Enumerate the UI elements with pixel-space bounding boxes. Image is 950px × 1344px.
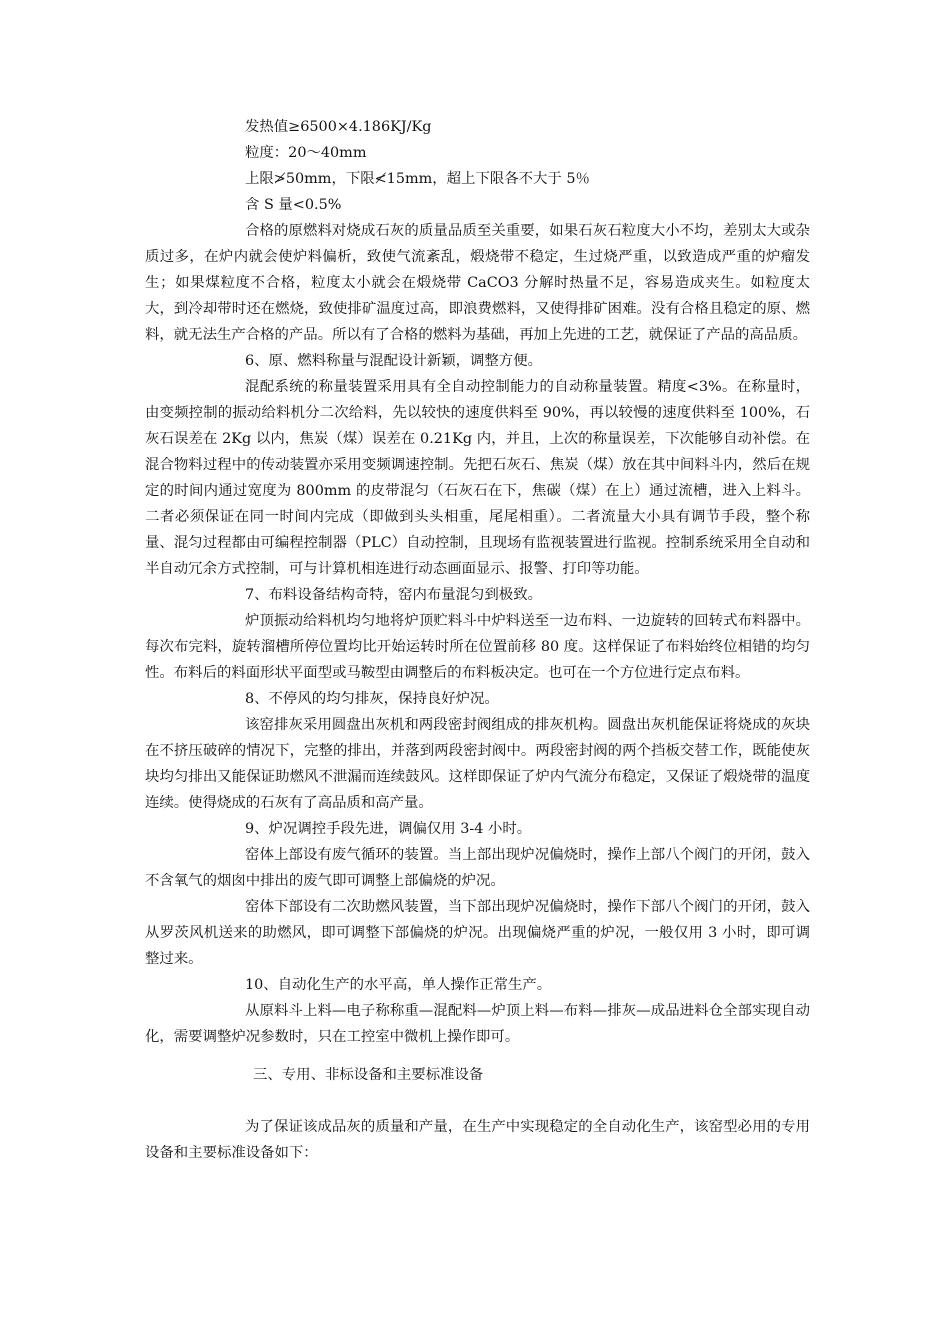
spec-particle-size: 粒度：20～40mm <box>245 145 367 161</box>
document-body <box>145 114 810 1166</box>
spec-size-limits: 上限≯50mm，下限≮15mm，超上下限各不大于 5％ <box>245 171 590 187</box>
heading-item-9: 9、炉况调控手段先进，调偏仅用 3-4 小时。 <box>245 821 532 837</box>
heading-item-8: 8、不停风的均匀排灰，保持良好炉况。 <box>245 691 499 707</box>
paragraph-lower-adjustment: 窑体下部设有二次助燃风装置，当下部出现炉况偏烧时，操作下部八个阀门的开闭，鼓入从罗茨风机送来的助燃风，即可调整下部偏烧的炉况。出现偏烧严重的炉况，一般仅用 3 小时，即可调整过来。 <box>145 899 810 967</box>
paragraph-ash-discharge: 该窑排灰采用圆盘出灰机和两段密封阀组成的排灰机构。圆盘出灰机能保证将烧成的灰块在不挤压破碎的情况下，完整的排出，并落到两段密封阀中。两段密封阀的两个挡板交替工作，既能使灰块均匀排出又能保证助燃风不泄漏而连续鼓风。这样即保证了炉内气流分布稳定，又保证了煅烧带的温度连续。使得烧成的石灰有了高品质和高产量。 <box>145 717 810 811</box>
paragraph-equipment-intro: 为了保证该成品灰的质量和产量，在生产中实现稳定的全自动化生产，该窑型必用的专用设备和主要标准设备如下： <box>145 1119 810 1161</box>
section-heading-3: 三、专用、非标设备和主要标准设备 <box>253 1067 484 1083</box>
paragraph-automation: 从原料斗上料—电子称称重—混配料—炉顶上料—布料—排灰—成品进料仓全部实现自动化，需要调整炉况参数时，只在工控室中微机上操作即可。 <box>145 1003 810 1045</box>
paragraph-upper-adjustment: 窑体上部设有废气循环的装置。当上部出现炉况偏烧时，操作上部八个阀门的开闭，鼓入不含氧气的烟囱中排出的废气即可调整上部偏烧的炉况。 <box>145 847 810 889</box>
spec-heat-value: 发热值≥6500×4.186KJ/Kg <box>245 119 432 135</box>
heading-item-10: 10、自动化生产的水平高，单人操作正常生产。 <box>245 977 552 993</box>
paragraph-raw-material-quality: 合格的原燃料对烧成石灰的质量品质至关重要，如果石灰石粒度大小不均，差别太大或杂质过多，在炉内就会使炉料偏析，致使气流紊乱，煅烧带不稳定，生过烧严重，以致造成严重的炉瘤发生；如果煤粒度不合格，粒度太小就会在煅烧带 CaCO3 分解时热量不足，容易造成夹生。如粒度太大，到冷却带时还在燃烧，致使排矿温度过高，即浪费燃料，又使得排矿困难。没有合格且稳定的原、燃料，就无法生产合格的产品。所以有了合格的燃料为基础，再加上先进的工艺，就保证了产品的高品质。 <box>145 223 810 343</box>
spec-sulfur-content: 含 S 量<0.5% <box>245 197 342 213</box>
paragraph-distribution-equipment: 炉顶振动给料机均匀地将炉顶贮料斗中炉料送至一边布料、一边旋转的回转式布料器中。每次布完料，旋转溜槽所停位置均比开始运转时所在位置前移 80 度。这样保证了布料始终位相错的均匀性。布料后的料面形状平面型或马鞍型由调整后的布料板决定。也可在一个方位进行定点布料。 <box>145 613 810 681</box>
heading-item-6: 6、原、燃料称量与混配设计新颖，调整方便。 <box>245 353 542 369</box>
paragraph-weighing-system: 混配系统的称量装置采用具有全自动控制能力的自动称量装置。精度<3%。在称量时，由变频控制的振动给料机分二次给料，先以较快的速度供料至 90%，再以较慢的速度供料至 100%，石灰石误差在 2Kg 以内，焦炭（煤）误差在 0.21Kg 内，并且，上次的称量误差，下次能够自动补偿。在混合物料过程中的传动装置亦采用变频调速控制。先把石灰石、焦炭（煤）放在其中间料斗内，然后在规定的时间内通过宽度为 800mm 的皮带混匀（石灰石在下，焦碳（煤）在上）通过流槽，进入上料斗。二者必须保证在同一时间内完成（即做到头头相重，尾尾相重）。二者流量大小具有调节手段，整个称量、混匀过程都由可编程控制器（PLC）自动控制，且现场有监视装置进行监视。控制系统采用全自动和半自动冗余方式控制，可与计算机相连进行动态画面显示、报警、打印等功能。 <box>145 379 810 577</box>
heading-item-7: 7、布料设备结构奇特，窑内布量混匀到极致。 <box>245 587 542 603</box>
